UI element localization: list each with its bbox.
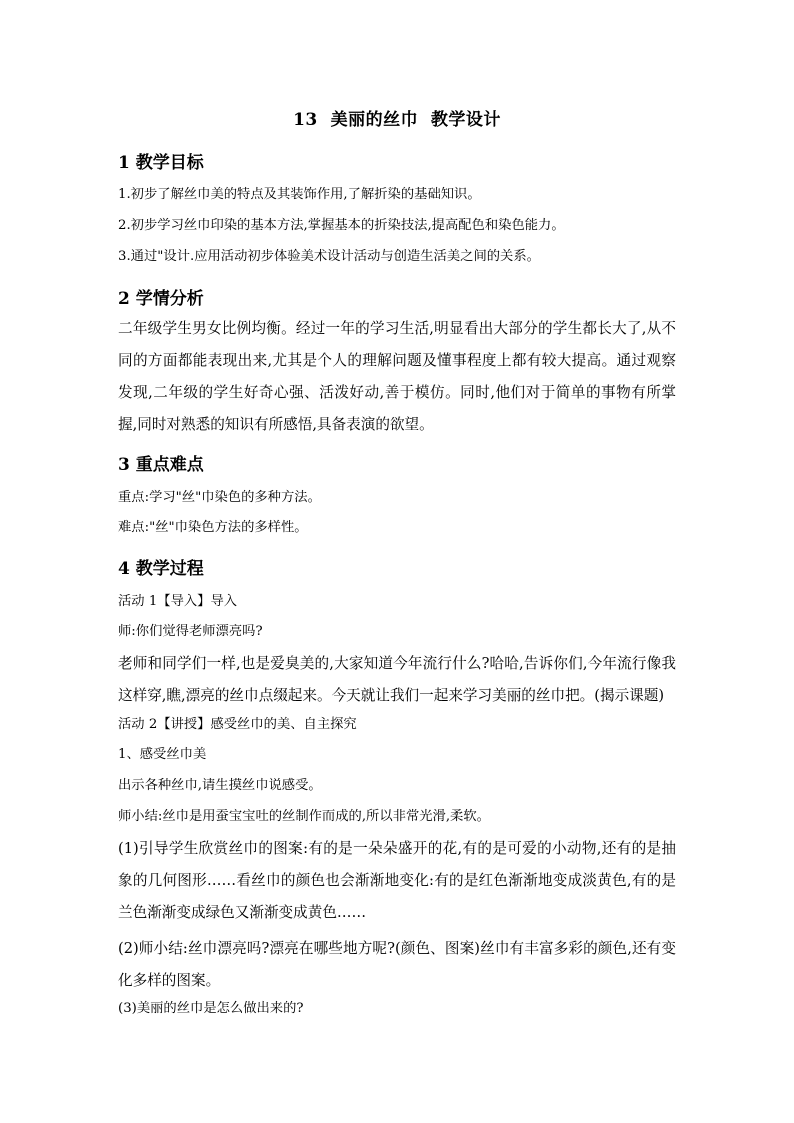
section-heading-teaching-process: 4 教学过程: [118, 559, 204, 579]
teacher-summary-paragraph: (2)师小结:丝巾漂亮吗?漂亮在哪些地方呢?(颜色、图案)丝巾有丰富多彩的颜色,还有变化多样的图案。: [118, 940, 676, 989]
teacher-question: 师:你们觉得老师漂亮吗?: [118, 624, 263, 639]
how-made-question: (3)美丽的丝巾是怎么做出来的?: [118, 1001, 304, 1016]
student-analysis-paragraph: 二年级学生男女比例均衡。经过一年的学习生活,明显看出大部分的学生都长大了,从不同的方面都能表现出来,尤其是个人的理解问题及懂事程度上都有较大提高。通过观察发现,二年级的学生好奇心强、活泼好动,善于模仿。同时,他们对于简单的事物有所掌握,同时对熟悉的知识有所感悟,具备表演的欲望。: [118, 320, 676, 433]
difficult-point: 难点:"丝"巾染色方法的多样性。: [118, 520, 308, 535]
goal-item-3: 3.通过"设计.应用活动初步体验美术设计活动与创造生活美之间的关系。: [118, 249, 540, 264]
pattern-appreciation-paragraph: (1)引导学生欣赏丝巾的图案:有的是一朵朵盛开的花,有的是可爱的小动物,还有的是抽象的几何图形……看丝巾的颜色也会渐渐地变化:有的是红色渐渐地变成淡黄色,有的是兰色渐渐变成绿色又渐渐变成黄色……: [118, 840, 676, 921]
intro-paragraph: 老师和同学们一样,也是爱臭美的,大家知道今年流行什么?哈哈,告诉你们,今年流行像我这样穿,瞧,漂亮的丝巾点缀起来。今天就让我们一起来学习美丽的丝巾把。(揭示课题): [118, 655, 676, 704]
section-heading-student-analysis: 2 学情分析: [118, 289, 204, 309]
document-title: 13 美丽的丝巾 教学设计: [293, 110, 501, 130]
subsection-feel-scarf: 1、感受丝巾美: [118, 747, 207, 762]
goal-item-2: 2.初步学习丝巾印染的基本方法,掌握基本的折染技法,提高配色和染色能力。: [118, 218, 565, 233]
activity-1-title: 活动 1【导入】导入: [118, 594, 238, 609]
goal-item-1: 1.初步了解丝巾美的特点及其装饰作用,了解折染的基础知识。: [118, 187, 481, 202]
key-point: 重点:学习"丝"巾染色的多种方法。: [118, 490, 321, 505]
activity-2-title: 活动 2【讲授】感受丝巾的美、自主探究: [118, 717, 357, 732]
section-heading-teaching-goals: 1 教学目标: [118, 153, 204, 173]
show-scarves-line: 出示各种丝巾,请生摸丝巾说感受。: [118, 778, 322, 793]
section-heading-key-points: 3 重点难点: [118, 455, 204, 475]
teacher-summary-line: 师小结:丝巾是用蚕宝宝吐的丝制作而成的,所以非常光滑,柔软。: [118, 809, 490, 824]
